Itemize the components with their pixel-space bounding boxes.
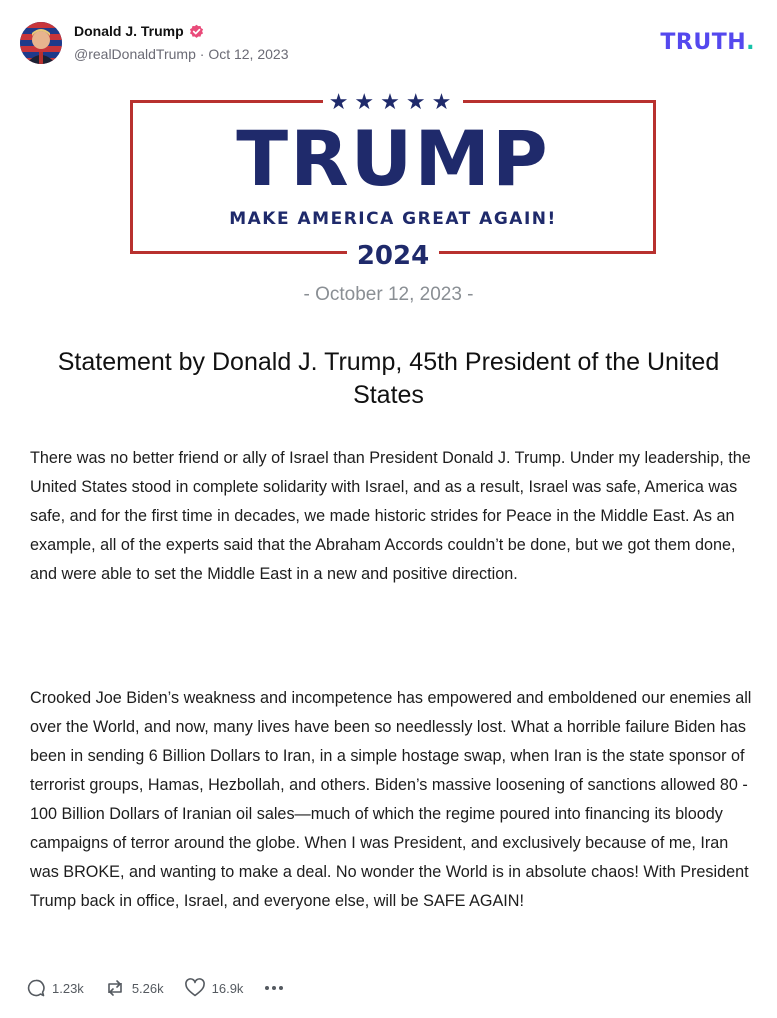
banner-slogan: MAKE AMERICA GREAT AGAIN! bbox=[229, 209, 557, 229]
statement-title: Statement by Donald J. Trump, 45th President of the United States bbox=[57, 348, 720, 409]
more-options-icon[interactable] bbox=[263, 980, 285, 996]
statement-paragraph: There was no better friend or ally of Israel than President Donald J. Trump. Under my leadership, the United States stood in complete solidarity with Israel, and as a result, Israel was safe, America was safe, and for the first time in decades, we made historic strides for Peace in the Middle East. As an example, all of the experts said that the Abraham Accords couldn’t be done, but we got them done, and were able to set the Middle East in a new and positive direction. bbox=[30, 449, 751, 583]
document-date: - October 12, 2023 - bbox=[303, 284, 474, 305]
author-handle[interactable]: @realDonaldTrump bbox=[74, 46, 196, 62]
post-date[interactable]: Oct 12, 2023 bbox=[208, 46, 289, 62]
author-name[interactable]: Donald J. Trump bbox=[74, 23, 184, 39]
reply-button[interactable] bbox=[26, 978, 84, 998]
post-actions bbox=[26, 974, 285, 1002]
post-header bbox=[20, 20, 757, 66]
post-image[interactable] bbox=[20, 84, 757, 954]
banner-name: TRUMP bbox=[236, 114, 550, 203]
retruth-count: 5.26k bbox=[131, 980, 164, 996]
statement-paragraph: Crooked Joe Biden’s weakness and incompetence has empowered and emboldened our enemies all over the World, and now, many lives have been so needlessly lost. What a horrible failure Biden has been in sending 6 Billion Dollars to Iran, in a simple hostage swap, when Iran is the state sponsor of terrorist groups, Hamas, Hezbollah, and others. Biden’s massive loosening of sanctions allowed 80 - 100 Billion Dollars of Iranian oil sales—much of which the regime poured into financing its bloody campaigns of terror around the globe. When I was President, and exclusively because of me, Iran was BROKE, and wanting to make a deal. No wonder the World is in absolute chaos! With President Trump back in office, Israel, and everyone else, will be SAFE AGAIN! bbox=[30, 689, 752, 910]
like-count: 16.9k bbox=[211, 980, 244, 996]
retruth-button[interactable] bbox=[104, 978, 164, 998]
meta-separator: · bbox=[199, 46, 205, 62]
reply-count: 1.23k bbox=[52, 980, 84, 996]
stars-icon: ★★★★★ bbox=[323, 89, 464, 114]
brand-text: TRUTH bbox=[660, 30, 747, 55]
avatar[interactable] bbox=[20, 22, 62, 64]
truth-logo[interactable] bbox=[660, 30, 755, 55]
reply-icon bbox=[26, 978, 46, 998]
heart-icon bbox=[184, 978, 206, 998]
like-button[interactable] bbox=[184, 978, 244, 998]
verified-badge-icon bbox=[189, 24, 204, 39]
banner-year: 2024 bbox=[347, 241, 439, 271]
campaign-banner bbox=[130, 89, 656, 271]
post-meta bbox=[74, 46, 288, 62]
retruth-icon bbox=[104, 978, 126, 998]
brand-dot: . bbox=[746, 30, 755, 55]
